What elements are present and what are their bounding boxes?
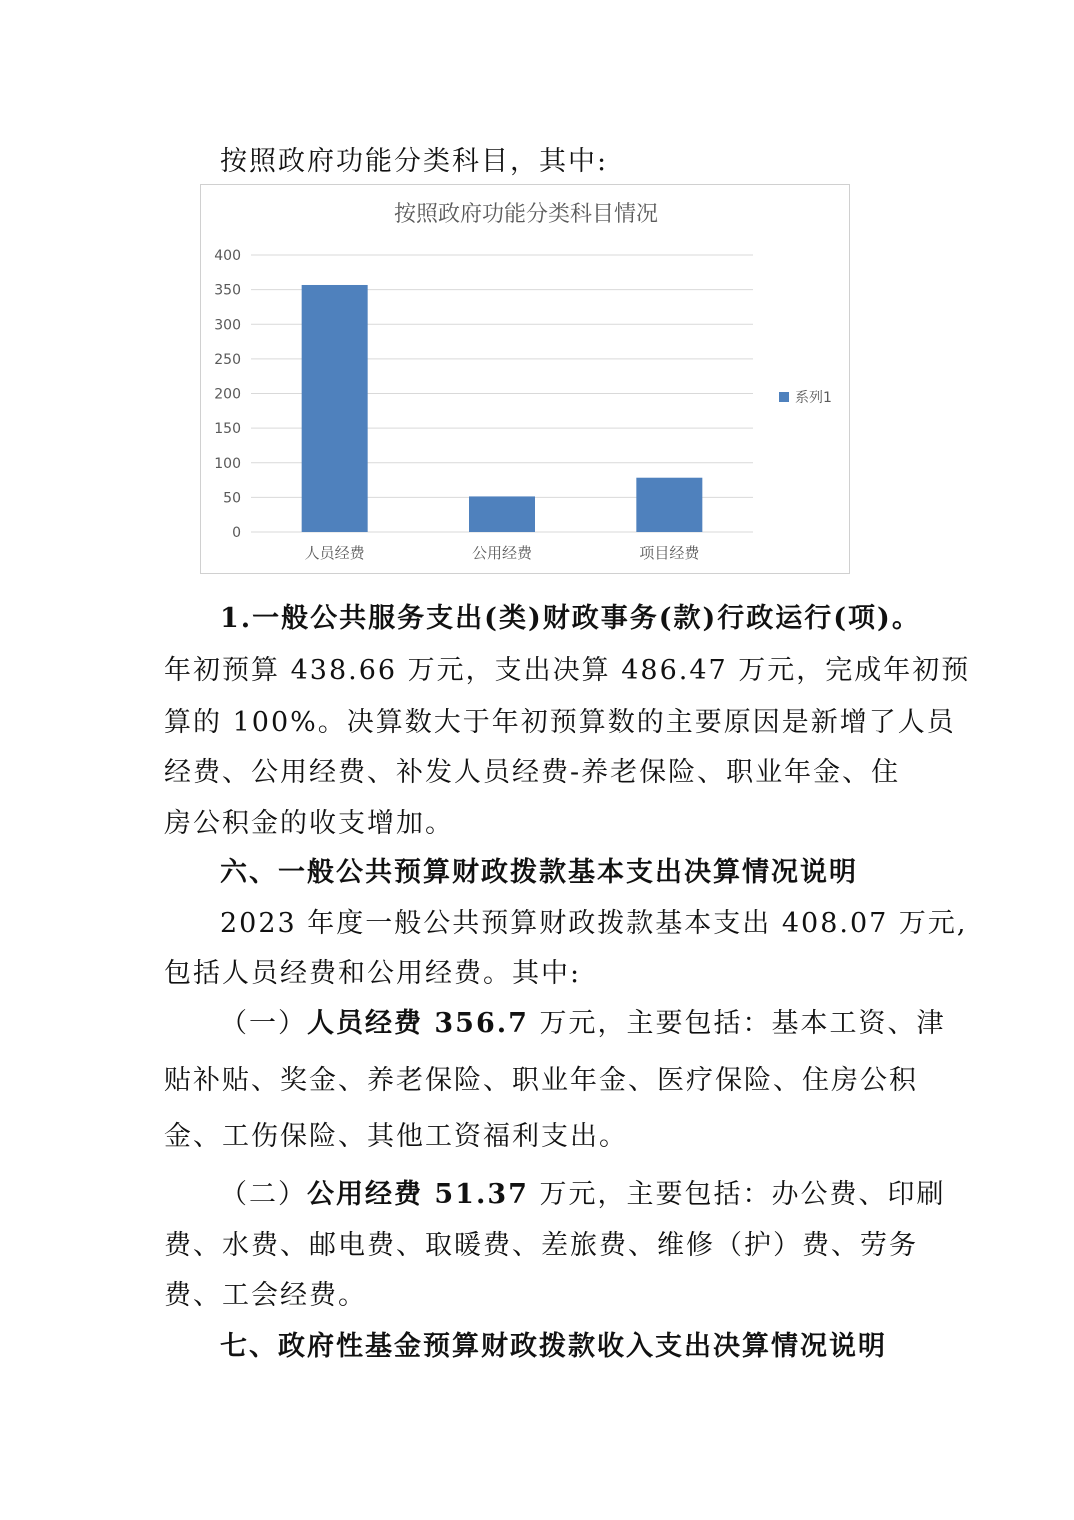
y-tick-label: 400 [214, 248, 241, 264]
y-tick-label: 0 [232, 525, 241, 541]
bar [302, 285, 368, 532]
personnel-label: 人员经费 356.7 [307, 1008, 529, 1039]
public-prefix: （二） [220, 1179, 307, 1210]
y-tick-label: 350 [214, 282, 241, 299]
public-line: 费、水费、邮电费、取暖费、差旅费、维修（护）费、劳务 [164, 1230, 918, 1261]
personnel-suffix: 万元，主要包括：基本工资、津 [528, 1008, 946, 1039]
x-tick-label: 项目经费 [639, 544, 700, 562]
section1-line: 年初预算 438.66 万元，支出决算 486.47 万元，完成年初预 [164, 655, 971, 686]
x-tick-label: 人员经费 [304, 544, 365, 562]
section1-heading: 1.一般公共服务支出(类)财政事务(款)行政运行(项)。 [220, 603, 921, 634]
personnel-line: 贴补贴、奖金、养老保险、职业年金、医疗保险、住房公积 [164, 1065, 918, 1096]
chart-title: 按照政府功能分类科目情况 [393, 202, 659, 227]
personnel-paragraph-first-line [220, 1008, 946, 1040]
section1-line: 经费、公用经费、补发人员经费-养老保险、职业年金、住 [164, 757, 901, 788]
personnel-line: 金、工伤保险、其他工资福利支出。 [164, 1121, 628, 1152]
bar-chart [201, 185, 849, 573]
x-tick-label: 公用经费 [471, 544, 533, 562]
section1-line: 算的 100%。决算数大于年初预算数的主要原因是新增了人员 [164, 707, 956, 738]
bar-chart-container [200, 184, 850, 574]
y-tick-label: 250 [214, 351, 241, 368]
public-line: 费、工会经费。 [164, 1280, 367, 1311]
intro-text: 按照政府功能分类科目，其中: [220, 146, 609, 177]
section1-line: 房公积金的收支增加。 [164, 808, 454, 839]
section6-heading: 六、一般公共预算财政拨款基本支出决算情况说明 [220, 857, 858, 888]
y-tick-label: 50 [223, 490, 241, 507]
section6-line: 包括人员经费和公用经费。其中: [164, 958, 582, 989]
y-tick-label: 300 [214, 317, 241, 334]
public-suffix: 万元，主要包括：办公费、印刷 [528, 1179, 946, 1210]
public-label: 公用经费 51.37 [307, 1179, 529, 1210]
bar [636, 478, 702, 532]
legend-label: 系列1 [795, 390, 832, 406]
public-paragraph-first-line [220, 1179, 946, 1211]
y-tick-label: 200 [214, 386, 241, 403]
legend-swatch [779, 392, 789, 402]
y-tick-label: 100 [214, 455, 241, 472]
section7-heading: 七、政府性基金预算财政拨款收入支出决算情况说明 [220, 1331, 887, 1362]
personnel-prefix: （一） [220, 1008, 307, 1039]
y-tick-label: 150 [214, 421, 241, 438]
section6-line: 2023 年度一般公共预算财政拨款基本支出 408.07 万元, [220, 908, 968, 939]
bar [469, 496, 535, 532]
